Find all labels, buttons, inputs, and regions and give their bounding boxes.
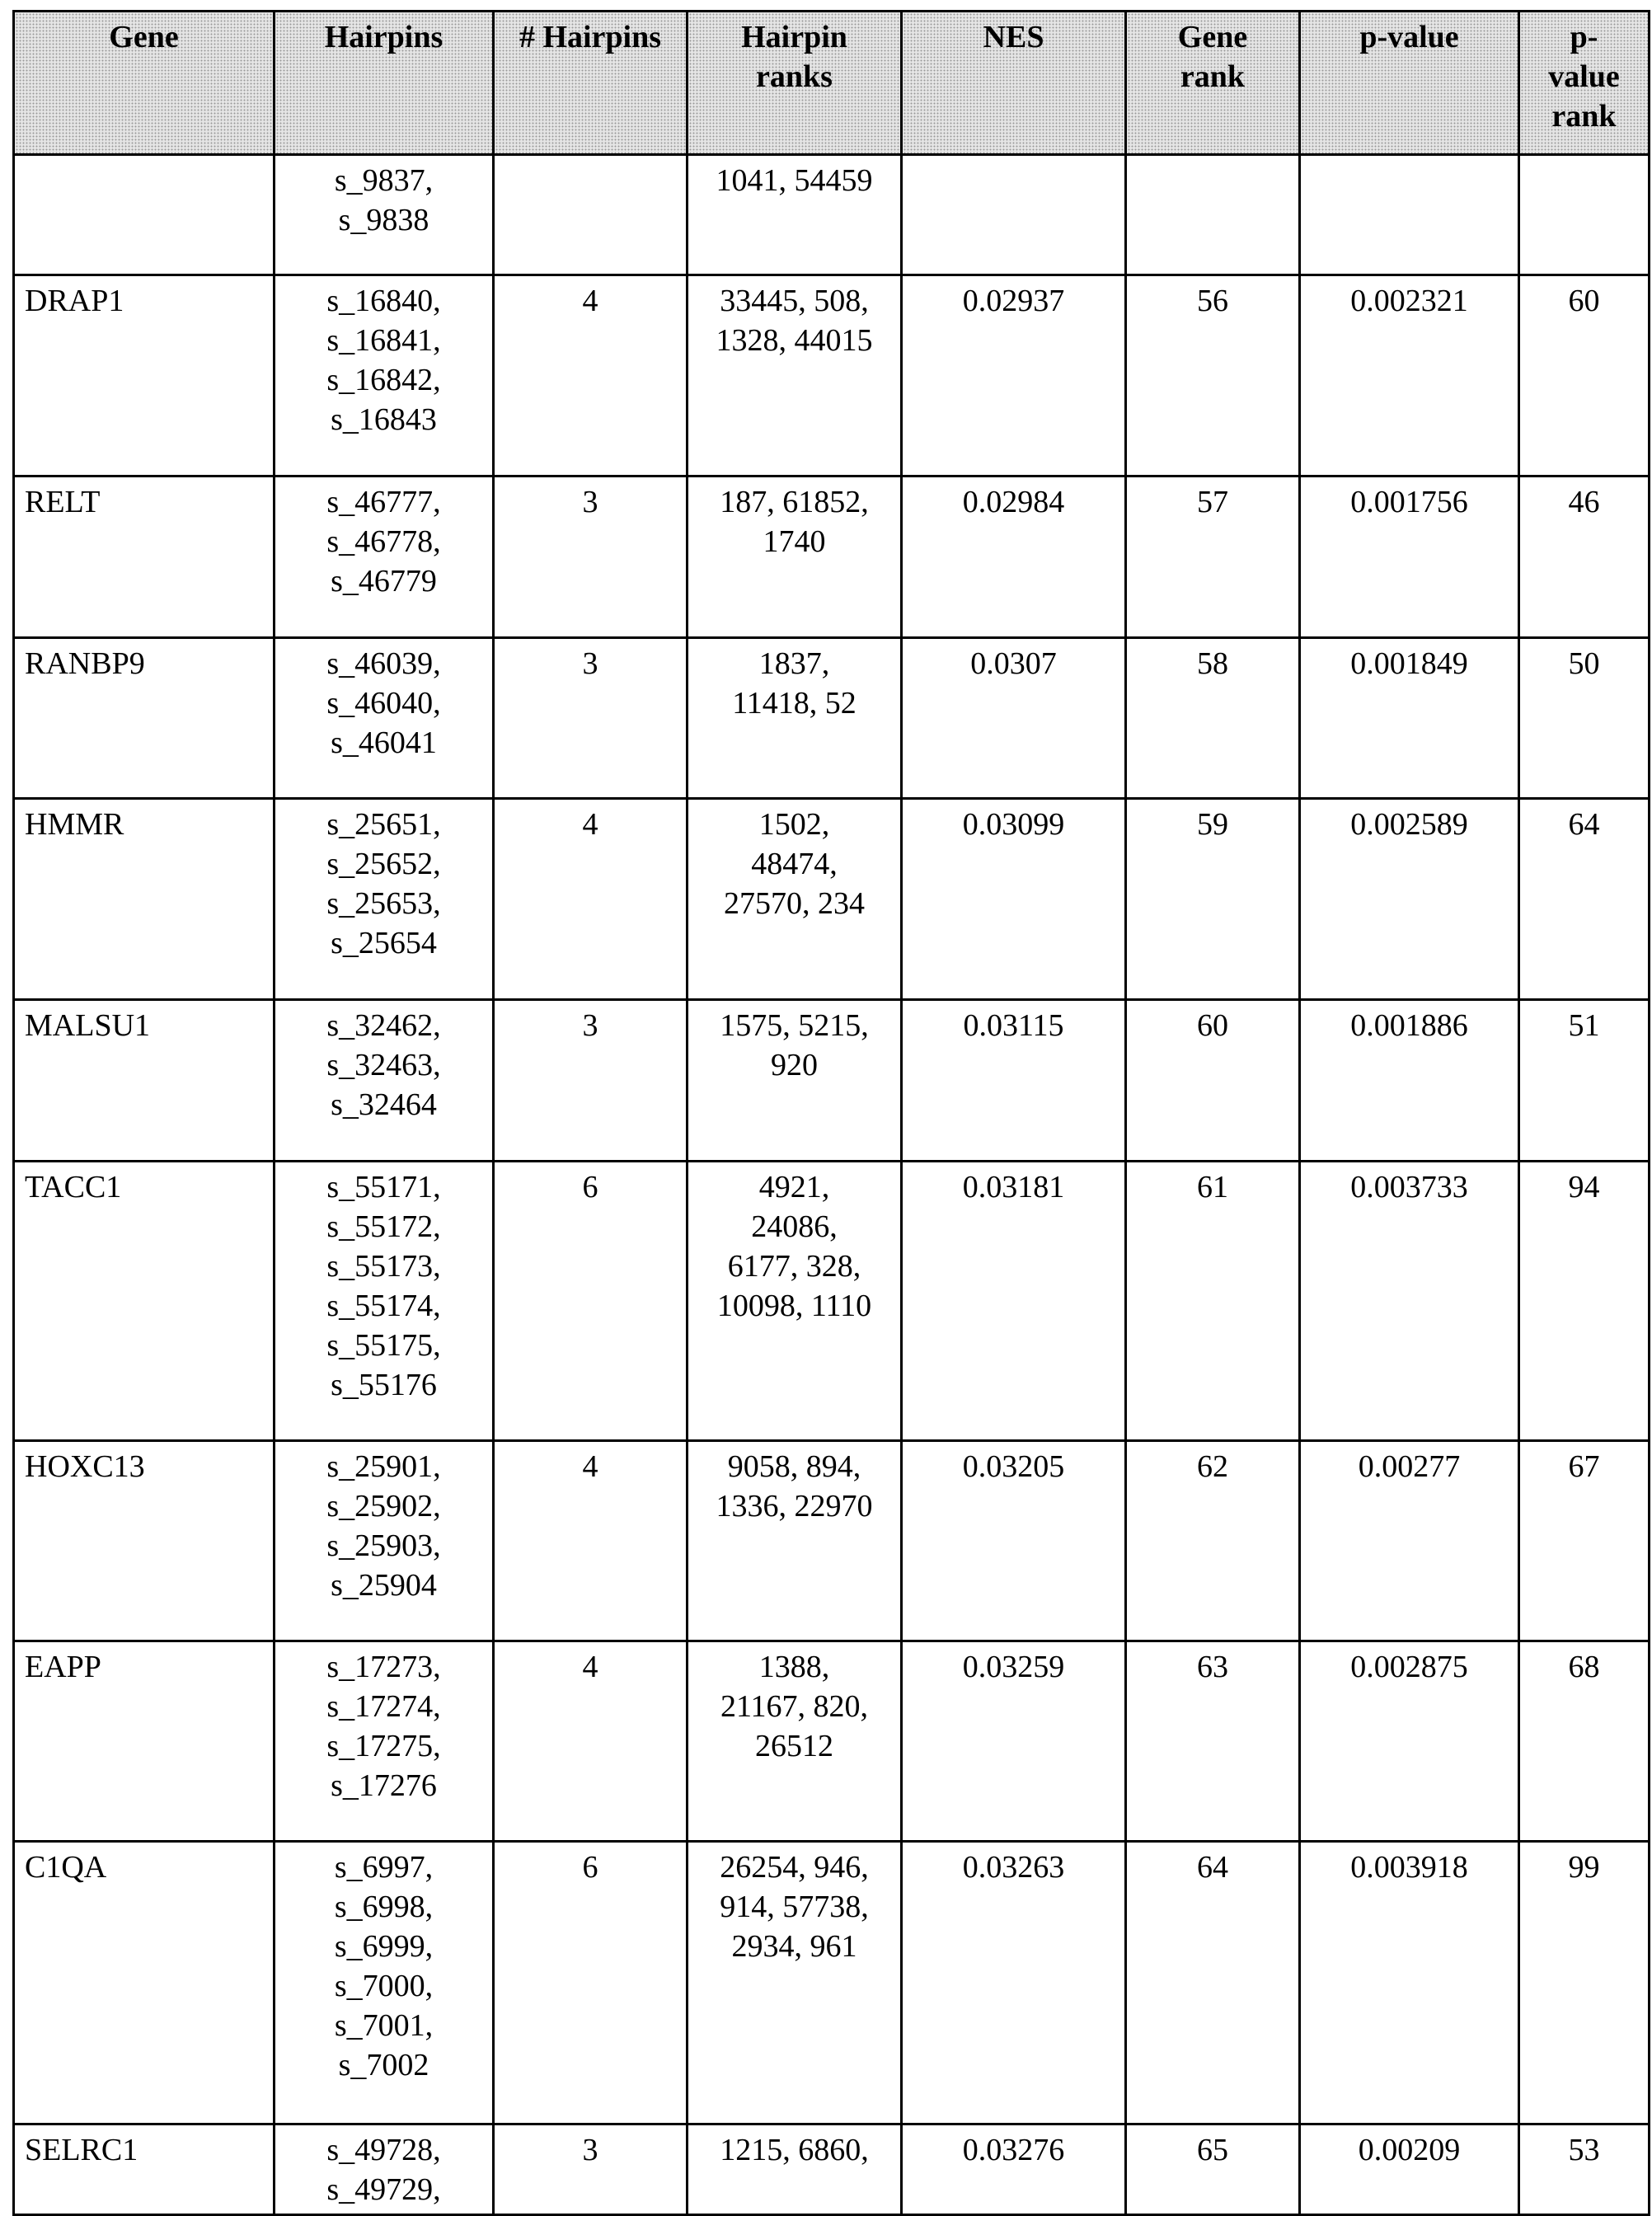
hairpin-ranks-line: 26254, 946, (695, 1847, 894, 1887)
column-header-n-hairpins (494, 12, 688, 155)
hairpins-line: s_17274, (282, 1687, 486, 1726)
cell-gene: DRAP1 (14, 275, 275, 477)
column-header-hairpin-ranks (688, 12, 902, 155)
cell-n-hairpins (494, 155, 688, 275)
cell-nes: 0.03259 (902, 1641, 1126, 1842)
cell-hairpin-ranks (688, 638, 902, 799)
hairpins-line: s_49728, (282, 2130, 486, 2170)
hairpins-line: s_25652, (282, 844, 486, 884)
table-row (14, 2124, 1650, 2215)
cell-gene (14, 155, 275, 275)
hairpins-line: s_6998, (282, 1887, 486, 1927)
hairpins-line: s_7001, (282, 2006, 486, 2045)
cell-gene: MALSU1 (14, 1000, 275, 1162)
hairpin-ranks-line: 33445, 508, (695, 281, 894, 321)
table-row (14, 1441, 1650, 1641)
cell-gene: RELT (14, 477, 275, 638)
hairpins-line: s_46778, (282, 522, 486, 561)
cell-hairpin-ranks (688, 2124, 902, 2215)
hairpin-ranks-line: 1740 (695, 522, 894, 561)
hairpin-ranks-line: 10098, 1110 (695, 1286, 894, 1326)
cell-n-hairpins: 3 (494, 2124, 688, 2215)
cell-hairpins (275, 1842, 494, 2124)
cell-p-value-rank: 68 (1519, 1641, 1650, 1842)
hairpin-ranks-line: 24086, (695, 1207, 894, 1246)
column-header-hairpins (275, 12, 494, 155)
cell-nes: 0.02984 (902, 477, 1126, 638)
header-text: rank (1133, 57, 1292, 96)
cell-p-value: 0.001756 (1300, 477, 1519, 638)
cell-gene-rank: 63 (1126, 1641, 1300, 1842)
hairpins-line: s_55173, (282, 1246, 486, 1286)
table-body (14, 155, 1650, 2215)
column-header-nes (902, 12, 1126, 155)
hairpin-ranks-line: 1502, (695, 805, 894, 844)
cell-p-value: 0.00209 (1300, 2124, 1519, 2215)
gene-results-table (12, 10, 1650, 2216)
hairpin-ranks-line: 4921, (695, 1167, 894, 1207)
cell-p-value-rank: 60 (1519, 275, 1650, 477)
cell-hairpins (275, 1641, 494, 1842)
cell-gene: SELRC1 (14, 2124, 275, 2215)
cell-n-hairpins: 6 (494, 1162, 688, 1441)
hairpins-line: s_25651, (282, 805, 486, 844)
column-header-p-value-rank (1519, 12, 1650, 155)
cell-gene: C1QA (14, 1842, 275, 2124)
hairpins-line: s_25901, (282, 1447, 486, 1486)
hairpins-line: s_17275, (282, 1726, 486, 1766)
hairpin-ranks-line: 48474, (695, 844, 894, 884)
hairpins-line: s_9838 (282, 200, 486, 240)
table-row (14, 155, 1650, 275)
cell-hairpin-ranks (688, 799, 902, 1000)
cell-n-hairpins: 4 (494, 275, 688, 477)
hairpins-line: s_7002 (282, 2045, 486, 2085)
table-row (14, 477, 1650, 638)
hairpin-ranks-line: 1837, (695, 644, 894, 683)
hairpins-line: s_55174, (282, 1286, 486, 1326)
cell-gene-rank: 59 (1126, 799, 1300, 1000)
hairpins-line: s_25653, (282, 884, 486, 923)
hairpins-line: s_25903, (282, 1526, 486, 1566)
cell-hairpin-ranks (688, 155, 902, 275)
cell-nes: 0.0307 (902, 638, 1126, 799)
header-text: Hairpin (695, 17, 894, 57)
cell-gene-rank: 65 (1126, 2124, 1300, 2215)
cell-p-value: 0.002875 (1300, 1641, 1519, 1842)
hairpin-ranks-line: 1328, 44015 (695, 321, 894, 360)
hairpins-line: s_32464 (282, 1085, 486, 1124)
cell-p-value-rank: 67 (1519, 1441, 1650, 1641)
hairpins-line: s_55175, (282, 1326, 486, 1365)
cell-p-value: 0.001886 (1300, 1000, 1519, 1162)
cell-hairpins (275, 1441, 494, 1641)
cell-hairpins (275, 799, 494, 1000)
hairpins-line: s_9837, (282, 161, 486, 200)
cell-nes: 0.03205 (902, 1441, 1126, 1641)
cell-n-hairpins: 4 (494, 1441, 688, 1641)
header-text: Gene (1133, 17, 1292, 57)
hairpin-ranks-line: 1336, 22970 (695, 1486, 894, 1526)
cell-p-value-rank: 99 (1519, 1842, 1650, 2124)
cell-gene-rank: 56 (1126, 275, 1300, 477)
cell-gene: HOXC13 (14, 1441, 275, 1641)
table-row (14, 638, 1650, 799)
cell-hairpin-ranks (688, 1641, 902, 1842)
cell-gene-rank: 60 (1126, 1000, 1300, 1162)
header-text: p- (1527, 17, 1641, 57)
cell-gene: TACC1 (14, 1162, 275, 1441)
cell-p-value-rank: 46 (1519, 477, 1650, 638)
hairpins-line: s_16841, (282, 321, 486, 360)
hairpins-line: s_46777, (282, 482, 486, 522)
hairpins-line: s_55171, (282, 1167, 486, 1207)
cell-gene-rank: 58 (1126, 638, 1300, 799)
hairpins-line: s_55172, (282, 1207, 486, 1246)
hairpins-line: s_25654 (282, 923, 486, 963)
hairpin-ranks-line: 914, 57738, (695, 1887, 894, 1927)
cell-n-hairpins: 4 (494, 799, 688, 1000)
hairpins-line: s_16842, (282, 360, 486, 400)
cell-nes: 0.02937 (902, 275, 1126, 477)
hairpins-line: s_17273, (282, 1647, 486, 1687)
cell-p-value-rank: 94 (1519, 1162, 1650, 1441)
table-row (14, 1000, 1650, 1162)
hairpins-line: s_17276 (282, 1766, 486, 1805)
cell-p-value: 0.002589 (1300, 799, 1519, 1000)
cell-p-value: 0.003733 (1300, 1162, 1519, 1441)
hairpins-line: s_55176 (282, 1365, 486, 1405)
cell-p-value: 0.003918 (1300, 1842, 1519, 2124)
hairpins-line: s_6999, (282, 1927, 486, 1966)
hairpin-ranks-line: 1575, 5215, (695, 1006, 894, 1045)
cell-gene-rank: 64 (1126, 1842, 1300, 2124)
header-text: NES (909, 17, 1118, 57)
cell-n-hairpins: 6 (494, 1842, 688, 2124)
cell-hairpin-ranks (688, 1441, 902, 1641)
hairpin-ranks-line: 2934, 961 (695, 1927, 894, 1966)
header-text: p-value (1307, 17, 1511, 57)
cell-hairpins (275, 638, 494, 799)
cell-hairpin-ranks (688, 1842, 902, 2124)
hairpins-line: s_32462, (282, 1006, 486, 1045)
cell-hairpin-ranks (688, 1162, 902, 1441)
cell-gene: RANBP9 (14, 638, 275, 799)
cell-nes: 0.03276 (902, 2124, 1126, 2215)
cell-p-value-rank: 53 (1519, 2124, 1650, 2215)
cell-n-hairpins: 3 (494, 1000, 688, 1162)
cell-nes: 0.03099 (902, 799, 1126, 1000)
header-text: value (1527, 57, 1641, 96)
hairpins-line: s_16843 (282, 400, 486, 439)
table-row (14, 799, 1650, 1000)
cell-gene-rank: 61 (1126, 1162, 1300, 1441)
table-header-row (14, 12, 1650, 155)
hairpins-line: s_7000, (282, 1966, 486, 2006)
hairpins-line: s_46779 (282, 561, 486, 601)
hairpin-ranks-line: 6177, 328, (695, 1246, 894, 1286)
header-text: Hairpins (282, 17, 486, 57)
hairpins-line: s_46040, (282, 683, 486, 723)
cell-hairpin-ranks (688, 477, 902, 638)
cell-hairpins (275, 155, 494, 275)
hairpins-line: s_6997, (282, 1847, 486, 1887)
hairpins-line: s_49729, (282, 2170, 486, 2209)
column-header-gene-rank (1126, 12, 1300, 155)
cell-n-hairpins: 3 (494, 638, 688, 799)
cell-p-value: 0.001849 (1300, 638, 1519, 799)
cell-nes (902, 155, 1126, 275)
hairpin-ranks-line: 1215, 6860, (695, 2130, 894, 2170)
cell-gene-rank (1126, 155, 1300, 275)
cell-p-value-rank: 50 (1519, 638, 1650, 799)
hairpins-line: s_46041 (282, 723, 486, 763)
header-text: rank (1527, 96, 1641, 136)
cell-gene: HMMR (14, 799, 275, 1000)
cell-hairpins (275, 477, 494, 638)
hairpin-ranks-line: 26512 (695, 1726, 894, 1766)
cell-hairpin-ranks (688, 275, 902, 477)
cell-p-value-rank (1519, 155, 1650, 275)
cell-nes: 0.03115 (902, 1000, 1126, 1162)
table-row (14, 1842, 1650, 2124)
hairpins-line: s_25902, (282, 1486, 486, 1526)
cell-gene-rank: 62 (1126, 1441, 1300, 1641)
table-row (14, 275, 1650, 477)
cell-hairpin-ranks (688, 1000, 902, 1162)
hairpin-ranks-line: 1041, 54459 (695, 161, 894, 200)
hairpins-line: s_46039, (282, 644, 486, 683)
cell-hairpins (275, 1000, 494, 1162)
cell-gene: EAPP (14, 1641, 275, 1842)
cell-hairpins (275, 1162, 494, 1441)
cell-p-value: 0.00277 (1300, 1441, 1519, 1641)
cell-p-value (1300, 155, 1519, 275)
cell-nes: 0.03181 (902, 1162, 1126, 1441)
cell-p-value-rank: 51 (1519, 1000, 1650, 1162)
hairpin-ranks-line: 27570, 234 (695, 884, 894, 923)
hairpin-ranks-line: 1388, (695, 1647, 894, 1687)
header-text: Gene (21, 17, 266, 57)
header-text: ranks (695, 57, 894, 96)
table-row (14, 1641, 1650, 1842)
cell-hairpins (275, 275, 494, 477)
table-row (14, 1162, 1650, 1441)
hairpin-ranks-line: 21167, 820, (695, 1687, 894, 1726)
column-header-gene (14, 12, 275, 155)
hairpin-ranks-line: 9058, 894, (695, 1447, 894, 1486)
hairpins-line: s_16840, (282, 281, 486, 321)
cell-hairpins (275, 2124, 494, 2215)
cell-n-hairpins: 3 (494, 477, 688, 638)
hairpins-line: s_25904 (282, 1566, 486, 1605)
hairpin-ranks-line: 187, 61852, (695, 482, 894, 522)
cell-n-hairpins: 4 (494, 1641, 688, 1842)
column-header-p-value (1300, 12, 1519, 155)
hairpin-ranks-line: 920 (695, 1045, 894, 1085)
cell-p-value-rank: 64 (1519, 799, 1650, 1000)
cell-p-value: 0.002321 (1300, 275, 1519, 477)
hairpin-ranks-line: 11418, 52 (695, 683, 894, 723)
cell-nes: 0.03263 (902, 1842, 1126, 2124)
hairpins-line: s_32463, (282, 1045, 486, 1085)
header-text: # Hairpins (501, 17, 679, 57)
cell-gene-rank: 57 (1126, 477, 1300, 638)
